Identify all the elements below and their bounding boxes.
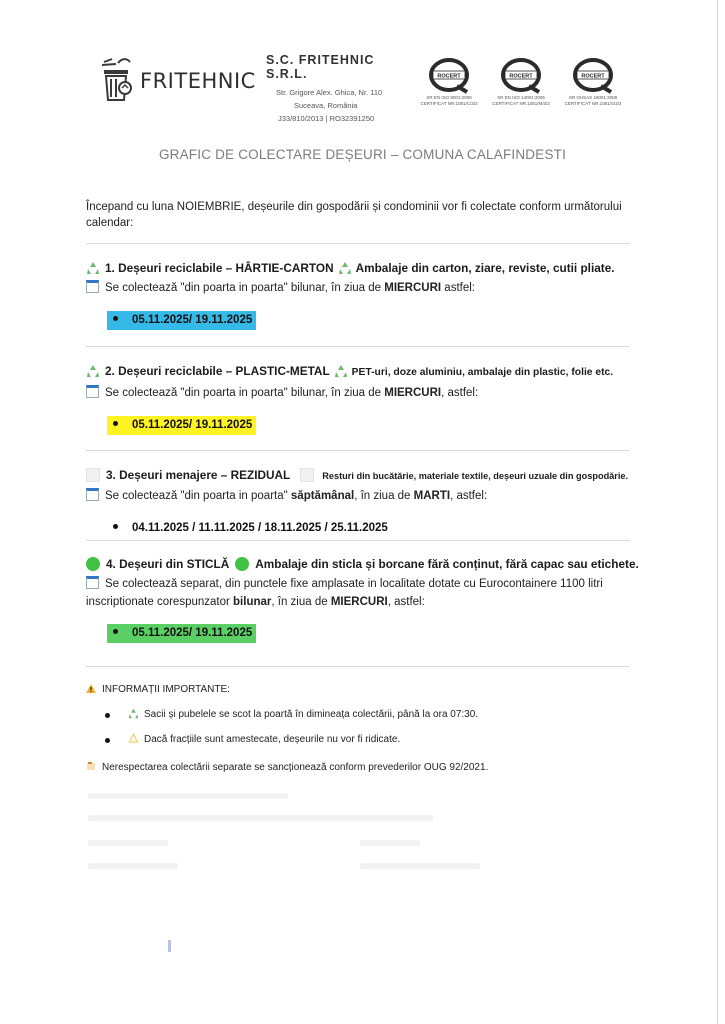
bullet-icon	[105, 738, 110, 743]
important-heading-text: INFORMAȚII IMPORTANTE:	[102, 684, 230, 695]
mixed-waste-icon	[128, 733, 139, 744]
faint-mark	[360, 863, 480, 869]
address-city: Suceava, România	[294, 101, 358, 110]
schedule-text: Se colectează "din poarta in poarta"	[105, 490, 291, 502]
divider	[86, 540, 630, 541]
recycle-bin-icon	[98, 56, 138, 102]
section-title	[86, 555, 639, 573]
bullet-icon	[113, 421, 118, 426]
schedule-suffix: astfel:	[441, 282, 475, 294]
section-name: Deșeuri reciclabile – PLASTIC-METAL	[118, 364, 330, 378]
dates-text: 05.11.2025/ 19.11.2025	[132, 314, 253, 326]
collection-frequency: bilunar	[233, 596, 272, 608]
info-item	[86, 708, 631, 722]
section-description: Ambalaje din carton, ziare, reviste, cutii pliate.	[355, 261, 615, 275]
info-item	[86, 733, 631, 747]
dates-text: 05.11.2025/ 19.11.2025	[132, 627, 253, 639]
trash-bag-icon	[86, 468, 100, 482]
section-name: Deșeuri reciclabile – HÂRTIE-CARTON	[118, 261, 334, 275]
section-residual	[86, 466, 631, 537]
legal-note-text: Nerespectarea colectării separate se sancționează conform prevederilor OUG 92/2021.	[102, 762, 489, 773]
rocert-seal-icon	[427, 56, 471, 94]
cert-standard: SR EN ISO 9001:2008	[426, 95, 472, 100]
info-item-text: Sacii și pubelele se scot la poartă în dimineața colectării, până la ora 07:30.	[144, 709, 479, 720]
section-number: 3.	[106, 468, 116, 482]
dates-text: 05.11.2025/ 19.11.2025	[132, 419, 253, 431]
schedule-mid: , în ziua de	[354, 490, 414, 502]
section-number: 1.	[105, 261, 115, 275]
divider	[86, 666, 630, 667]
collection-day: MIERCURI	[330, 596, 388, 608]
divider	[86, 450, 630, 451]
bullet-icon	[105, 713, 110, 718]
important-info	[86, 683, 631, 775]
section-title	[86, 466, 631, 485]
cert-standard: SR EN ISO 14001:2005	[497, 95, 545, 100]
collection-dates	[107, 311, 256, 330]
collection-dates-row	[107, 415, 631, 434]
section-number: 2.	[105, 364, 115, 378]
schedule-text: Se colectează separat, din punctele fixe amplasate in localitate dotate cu Eurocontainere 1100 litri inscriptionate corespunzator	[86, 578, 603, 608]
collection-dates-row	[107, 623, 631, 642]
collection-schedule	[86, 575, 631, 611]
certification-badge	[562, 56, 624, 106]
recycle-icon	[86, 261, 100, 275]
collection-schedule	[86, 384, 631, 402]
recycle-icon	[334, 364, 348, 378]
warning-icon	[86, 684, 96, 693]
green-circle-icon	[86, 557, 100, 571]
green-circle-icon	[235, 557, 249, 571]
legal-note	[86, 761, 631, 775]
calendar-icon	[86, 576, 99, 589]
section-title	[86, 362, 631, 382]
collection-day: MARTI	[413, 490, 451, 502]
cert-number: CERTIFICAT NR.1081/S/3/3	[564, 101, 622, 106]
dates-text: 04.11.2025 / 11.11.2025 / 18.11.2025 / 25.11.2025	[132, 522, 388, 534]
calendar-icon	[86, 385, 99, 398]
collection-dates	[107, 519, 392, 538]
bullet-icon	[113, 316, 118, 321]
collection-day: MIERCURI	[384, 387, 442, 399]
faint-mark	[88, 840, 168, 846]
intro-paragraph: Începand cu luna NOIEMBRIE, deșeurile din gospodării și condominii vor fi colectate conform următorului calendar:	[86, 201, 622, 229]
certification-badge	[418, 56, 480, 106]
faint-mark	[88, 815, 433, 821]
cert-number: CERTIFICAT NR.1081/C/3/3	[420, 101, 478, 106]
trash-bag-icon	[300, 468, 314, 482]
certification-badges	[418, 56, 628, 111]
logo-wordmark: FRITEHNIC	[140, 69, 256, 93]
faint-mark	[88, 793, 288, 799]
company-registration: J33/810/2013 | RO32391250	[278, 114, 375, 123]
bullet-icon	[113, 629, 118, 634]
scan-mark	[168, 940, 171, 952]
section-name: Deșeuri din STICLĂ	[119, 557, 230, 571]
section-description: Resturi din bucătărie, materiale textile, deșeuri uzuale din gospodărie.	[322, 471, 629, 481]
rocert-seal-icon	[499, 56, 543, 94]
faint-mark	[88, 863, 178, 869]
info-item-text: Dacă fracțiile sunt amestecate, deșeurile nu vor fi ridicate.	[144, 734, 401, 745]
cert-badge-label: ROCERT	[509, 73, 533, 80]
collection-day: MIERCURI	[384, 282, 442, 294]
company-info	[266, 53, 416, 125]
collection-dates-row	[107, 518, 631, 537]
certification-badge	[490, 56, 552, 106]
schedule-suffix: , astfel:	[450, 490, 488, 502]
schedule-mid: , în ziua de	[271, 596, 331, 608]
schedule-text: Se colectează "din poarta in poarta" bilunar, în ziua de	[105, 282, 385, 294]
divider	[86, 243, 630, 244]
address-street: Str. Grigore Alex. Ghica, Nr. 110	[276, 88, 383, 97]
calendar-icon	[86, 280, 99, 293]
divider	[86, 346, 630, 347]
collection-schedule	[86, 279, 631, 297]
recycle-icon	[128, 708, 139, 719]
schedule-suffix: , astfel:	[387, 596, 425, 608]
section-title	[86, 259, 631, 277]
collection-dates	[107, 416, 256, 435]
collection-schedule	[86, 487, 631, 505]
section-number: 4.	[106, 557, 116, 571]
recycle-icon	[338, 261, 352, 275]
company-logo	[98, 56, 256, 106]
bullet-icon	[113, 524, 118, 529]
section-glass	[86, 555, 639, 642]
schedule-text: Se colectează "din poarta in poarta" bilunar, în ziua de	[105, 387, 385, 399]
collection-dates-row	[107, 310, 631, 329]
rocert-seal-icon	[571, 56, 615, 94]
document-title: GRAFIC DE COLECTARE DEȘEURI – COMUNA CALAFINDESTI	[158, 147, 567, 162]
cert-standard: SR OHSAS 18001:2008	[568, 95, 618, 100]
section-description: PET-uri, doze aluminiu, ambalaje din plastic, folie etc.	[351, 367, 614, 378]
law-book-icon	[86, 761, 96, 771]
section-name: Deșeuri menajere – REZIDUAL	[119, 468, 291, 482]
schedule-suffix: , astfel:	[441, 387, 479, 399]
collection-frequency: săptămânal	[290, 490, 355, 502]
section-description: Ambalaje din sticla și borcane fără conținut, fără capac sau etichete.	[255, 557, 639, 571]
faint-mark	[360, 840, 420, 846]
important-heading	[86, 683, 631, 697]
section-plastic-metal	[86, 362, 631, 434]
section-paper-cardboard	[86, 259, 631, 329]
cert-badge-label: ROCERT	[437, 73, 461, 80]
company-name: S.C. FRITEHNIC S.R.L.	[266, 53, 375, 81]
cert-badge-label: ROCERT	[581, 73, 605, 80]
collection-dates	[107, 624, 256, 643]
recycle-icon	[86, 364, 100, 378]
cert-number: CERTIFICAT NR.1081/M/3/3	[492, 101, 550, 106]
calendar-icon	[86, 488, 99, 501]
